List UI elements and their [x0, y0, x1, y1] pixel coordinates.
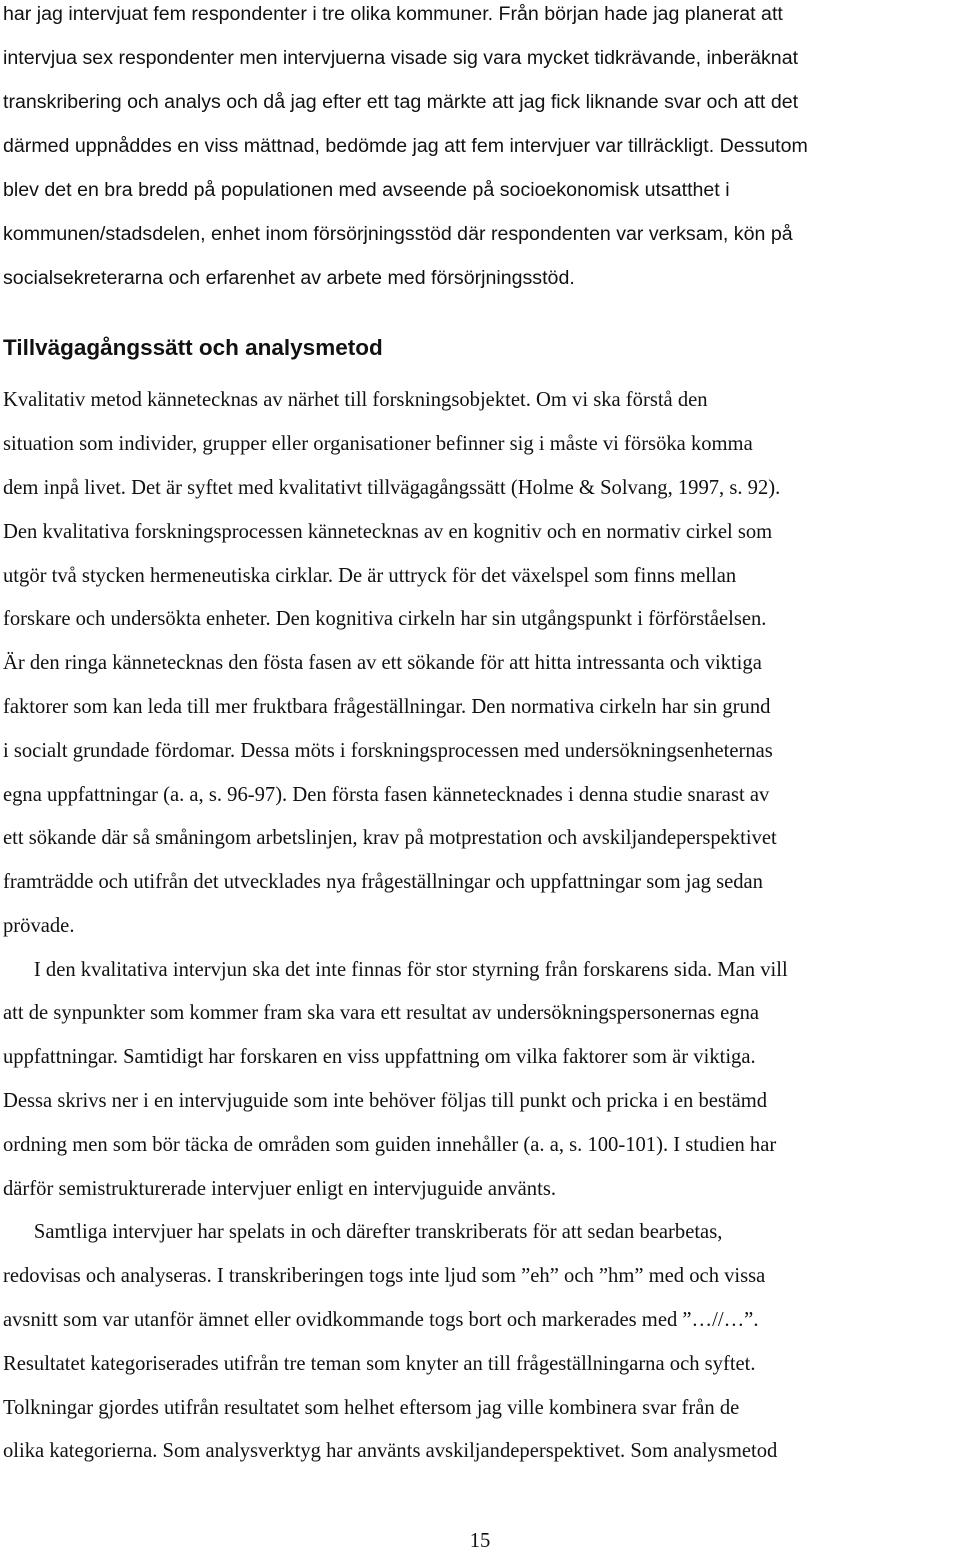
text-line: Den kvalitativa forskningsprocessen kännetecknas av en kognitiv och en normativ cirkel som — [3, 521, 773, 543]
text-line: socialsekreterarna och erfarenhet av arbete med försörjningsstöd. — [3, 267, 575, 289]
text-line: att de synpunkter som kommer fram ska vara ett resultat av undersökningspersonernas egna — [3, 1002, 760, 1024]
text-line: Kvalitativ metod kännetecknas av närhet till forskningsobjektet. Om vi ska förstå den — [3, 389, 708, 411]
text-line: kommunen/stadsdelen, enhet inom försörjningsstöd där respondenten var verksam, kön på — [3, 223, 793, 245]
text-line: intervjua sex respondenter men intervjuerna visade sig vara mycket tidkrävande, inberäknat — [3, 47, 799, 69]
text-line: framträdde och utifrån det utvecklades nya frågeställningar och uppfattningar som jag sedan — [3, 871, 763, 893]
text-line: egna uppfattningar (a. a, s. 96-97). Den första fasen kännetecknades i denna studie snarast av — [3, 784, 770, 806]
text-line: därmed uppnåddes en viss mättnad, bedömde jag att fem intervjuer var tillräckligt. Dessutom — [3, 135, 808, 157]
text-line: situation som individer, grupper eller organisationer befinner sig i måste vi försöka komma — [3, 433, 753, 455]
text-line: blev det en bra bredd på populationen med avseende på socioekonomisk utsatthet i — [3, 179, 730, 201]
text-line: transkribering och analys och då jag efter ett tag märkte att jag fick liknande svar och att det — [3, 91, 799, 113]
text-line: forskare och undersökta enheter. Den kognitiva cirkeln har sin utgångspunkt i förförståelsen. — [3, 608, 767, 630]
text-line: I den kvalitativa intervjun ska det inte finnas för stor styrning från forskarens sida. Man vill — [3, 959, 788, 981]
text-line: utgör två stycken hermeneutiska cirklar. De är uttryck för det växelspel som finns mellan — [3, 565, 737, 587]
text-line: Tolkningar gjordes utifrån resultatet som helhet eftersom jag ville kombinera svar från de — [3, 1397, 740, 1419]
text-line: dem inpå livet. Det är syftet med kvalitativt tillvägagångssätt (Holme & Solvang, 1997, s. 92). — [3, 477, 781, 499]
text-line: faktorer som kan leda till mer fruktbara frågeställningar. Den normativa cirkeln har sin grund — [3, 696, 771, 718]
text-line: Resultatet kategoriserades utifrån tre teman som knyter an till frågeställningarna och syftet. — [3, 1353, 756, 1375]
page-number: 15 — [469, 1530, 491, 1552]
text-line: ett sökande där så småningom arbetslinjen, krav på motprestation och avskiljandeperspektivet — [3, 827, 777, 849]
text-line: uppfattningar. Samtidigt har forskaren en viss uppfattning om vilka faktorer som är viktiga. — [3, 1046, 756, 1068]
text-line: ordning men som bör täcka de områden som guiden innehåller (a. a, s. 100-101). I studien har — [3, 1134, 777, 1156]
section-heading: Tillvägagångssätt och analysmetod — [3, 335, 383, 360]
text-line: i socialt grundade fördomar. Dessa möts i forskningsprocessen med undersökningsenheternas — [3, 740, 773, 762]
text-line: därför semistrukturerade intervjuer enligt en intervjuguide använts. — [3, 1178, 556, 1200]
text-line: olika kategorierna. Som analysverktyg har använts avskiljandeperspektivet. Som analysmetod — [3, 1440, 778, 1462]
text-line: redovisas och analyseras. I transkriberingen togs inte ljud som ”eh” och ”hm” med och vissa — [3, 1265, 766, 1287]
text-line: Dessa skrivs ner i en intervjuguide som inte behöver följas till punkt och pricka i en bestämd — [3, 1090, 768, 1112]
text-line: har jag intervjuat fem respondenter i tre olika kommuner. Från början hade jag planerat att — [3, 3, 783, 25]
text-line: prövade. — [3, 915, 75, 937]
text-line: Är den ringa kännetecknas den fösta fasen av ett sökande för att hitta intressanta och viktiga — [3, 652, 762, 674]
text-line: Samtliga intervjuer har spelats in och därefter transkriberats för att sedan bearbetas, — [3, 1221, 723, 1243]
text-line: avsnitt som var utanför ämnet eller ovidkommande togs bort och markerades med ”…//…”. — [3, 1309, 759, 1331]
